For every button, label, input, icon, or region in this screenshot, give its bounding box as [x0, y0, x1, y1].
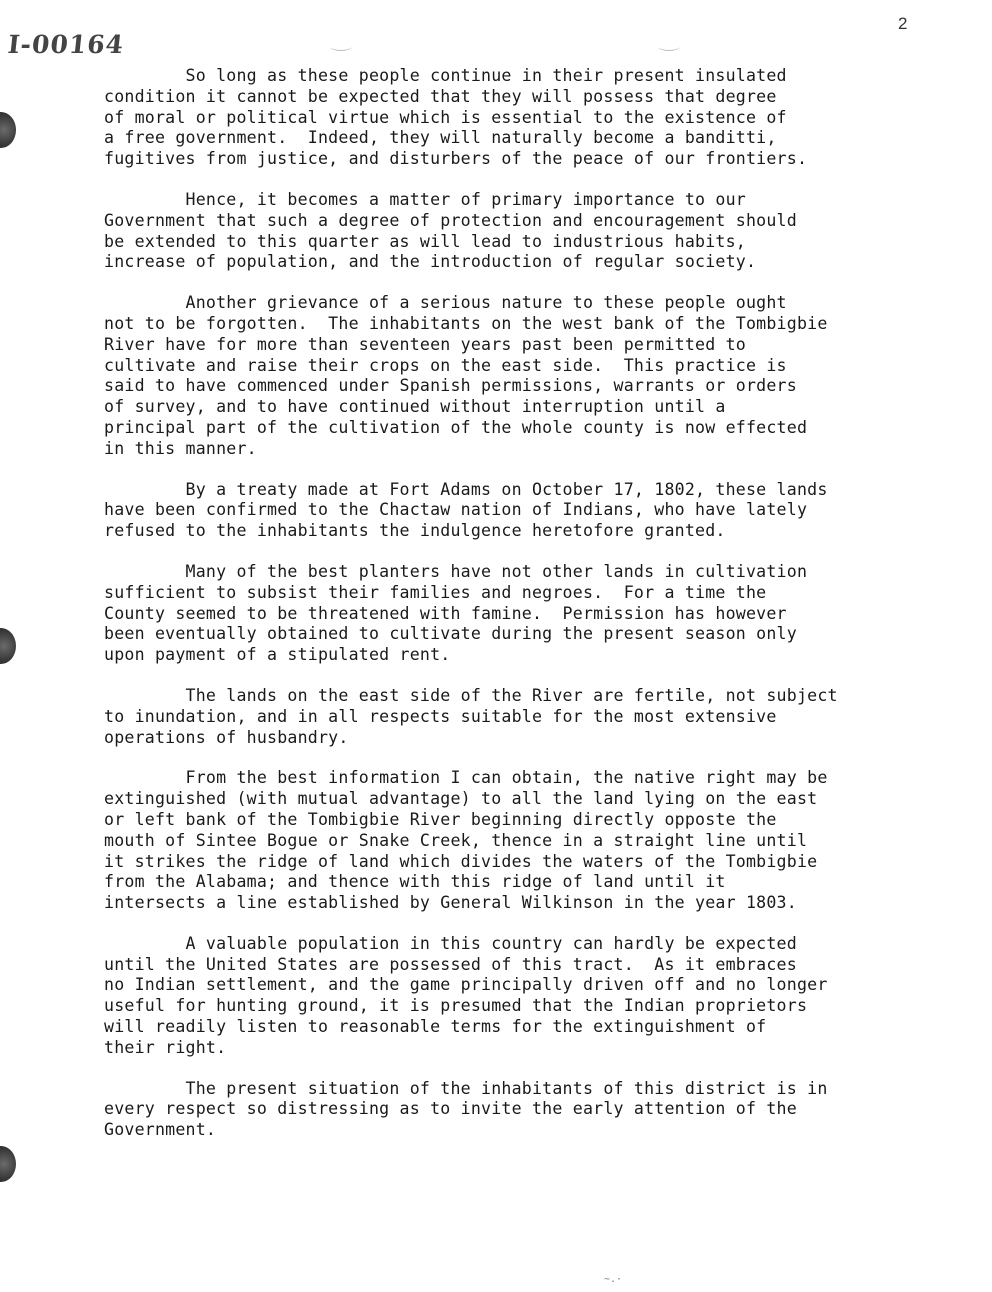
punch-hole-icon	[0, 112, 16, 148]
staple-mark-icon	[658, 42, 680, 51]
paragraph: Hence, it becomes a matter of primary importance to our Government that such a degree of protection and encouragement should be extended to this quarter as will lead to industrious habits, increase of population, and the introduction of regular society.	[104, 189, 797, 272]
paragraph: The present situation of the inhabitants of this district is in every respect so distressing as to invite the early attention of the Government.	[104, 1078, 828, 1140]
paragraph: From the best information I can obtain, the native right may be extinguished (with mutual advantage) to all the land lying on the east or left bank of the Tombigbie River beginning directly opposte the mouth of Sintee Bogue or Snake Creek, thence in a straight line until it strikes the ridge of land which divides the waters of the Tombigbie from the Alabama; and thence with this ridge of land until it intersects a line established by General Wilkinson in the year 1803.	[104, 768, 828, 913]
page-number: 2	[898, 14, 908, 33]
paragraph: So long as these people continue in their present insulated condition it cannot be expected that they will possess that degree of moral or political virtue which is essential to the existence of a free government. Indeed, they will naturally become a banditti, fugitives from justice, and disturbers of the peace of our frontiers.	[104, 66, 808, 169]
paragraph: The lands on the east side of the River are fertile, not subject to inundation, and in all respects suitable for the most extensive operations of husbandry.	[104, 685, 838, 747]
paper-speck-icon: ~.·	[604, 1274, 623, 1285]
paragraph: Many of the best planters have not other lands in cultivation sufficient to subsist their families and negroes. For a time the County seemed to be threatened with famine. Permission has however been eventually obtained to cultivate during the present season only upon payment of a stipulated rent.	[104, 561, 808, 665]
paragraph: By a treaty made at Fort Adams on October 17, 1802, these lands have been confirmed to the Chactaw nation of Indians, who have lately refused to the inhabitants the indulgence heretofore granted.	[104, 479, 828, 541]
document-body	[104, 66, 944, 1161]
document-stamp: I-00164	[6, 30, 126, 59]
punch-hole-icon	[0, 1146, 16, 1182]
punch-hole-icon	[0, 628, 16, 664]
paragraph: A valuable population in this country can hardly be expected until the United States are possessed of this tract. As it embraces no Indian settlement, and the game principally driven off and no longer useful for hunting ground, it is presumed that the Indian proprietors will readily listen to reasonable terms for the extinguishment of their right.	[104, 933, 828, 1057]
staple-mark-icon	[330, 42, 352, 51]
paragraph: Another grievance of a serious nature to these people ought not to be forgotten. The inhabitants on the west bank of the Tombigbie River have for more than seventeen years past been permitted to cultivate and raise their crops on the east side. This practice is said to have commenced under Spanish permissions, warrants or orders of survey, and to have continued without interruption until a principal part of the cultivation of the whole county is now effected in this manner.	[104, 293, 828, 458]
